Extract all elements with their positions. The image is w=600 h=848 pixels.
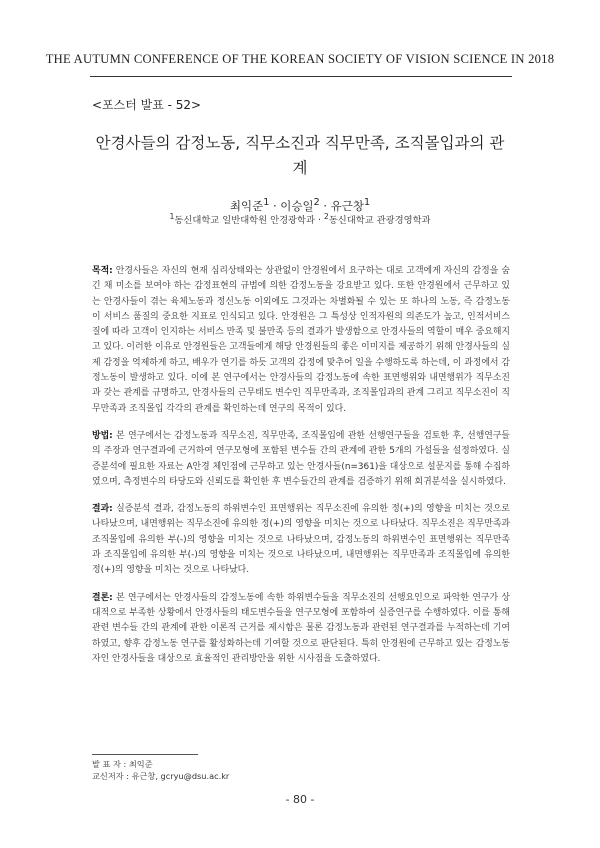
author-2-sup: 2 [313, 197, 320, 208]
affiliations [0, 212, 600, 226]
presenter-line: 발 표 자 : 최익준 [92, 759, 153, 769]
corresponding-author-line: 교신저자 : 유근창, gcryu@dsu.ac.kr [92, 770, 230, 781]
affil-1: 동신대학교 일반대학원 안경광학과 · [174, 215, 324, 227]
abstract-result [92, 502, 510, 578]
abstract [92, 264, 510, 679]
poster-tag: <포스터 발표 - 52> [92, 98, 202, 112]
page-number: - 80 - [285, 793, 315, 806]
purpose-text: 안경사들은 자신의 현재 심리상태와는 상관없이 안경원에서 요구하는 대로 고객에게 자신의 감정을 숨긴 채 미소를 보여야 하는 감정표현의 규범에 의한 감정노동을 강요받고 있다. 또한 안경원에서 근무하고 있는 안경사들이 겪는 육체노동과 정신노동 이외에도 그것과는 차별화될 수 있는 또 하나의 노동, 즉 감정노동이 서비스 품질의 중요한 지표로 인식되고 있다. 안경원은 그 특성상 인적자원의 의존도가 높고, 인적서비스 질에 따라 고객이 인지하는 서비스 만족 및 불만족 등의 결과가 발생함으로 안경사들의 역할이 매우 중요해지고 있다. 이러한 이유로 안경원들은 고객들에게 해당 안경원들의 좋은 이미지를 제공하기 위해 안경사들의 실제 감정을 억제하게 하고, 배우가 연기를 하듯 고객의 감정에 맞추어 일을 수행하도록 하는데, 이 과정에서 감정노동이 발생하고 있다. 이에 본 연구에서는 안경사들의 감정노동에 속한 표면행위와 내면행위가 직무소진과 갖는 관계를 규명하고, 안경사들의 근무태도 변수인 직무만족과, 조직몰입과의 관계 그리고 직무소진이 직무만족과 조직몰입 각각의 관계를 확인하는데 연구의 목적이 있다. [92, 266, 510, 414]
author-3: · 유근창 [319, 198, 365, 213]
author-1-sup: 1 [263, 197, 270, 208]
method-text: 본 연구에서는 감정노동과 직무소진, 직무만족, 조직몰입에 관한 선행연구들을 검토한 후, 선행연구들의 주장과 연구결과에 근거하여 연구모형에 포함된 변수들 간의 관계에 관한 5개의 가설들을 설정하였다. 실증분석에 필요한 자료는 A안경 체인점에 근무하고 있는 안경사들(n=361)을 대상으로 설문지를 통해 수집하였으며, 측정변수의 타당도와 신뢰도를 확인한 후 변수들간의 관계를 검증하기 위해 회귀분석을 실시하였다. [92, 430, 510, 487]
conclusion-label: 결론: [92, 592, 113, 603]
conclusion-text: 본 연구에서는 안경사들의 감정노동에 속한 하위변수들을 직무소진의 선행요인으로 파악한 연구가 상대적으로 부족한 상황에서 안경사들의 태도변수들을 연구모형에 포함하여 실증연구를 수행하였다. 이를 통해 관련 변수들 간의 관계에 관한 이론적 근거를 제시함은 물론 감정노동과 관련된 연구결과를 누적하는데 기여하였고, 향후 감정노동 연구를 활성화하는데 기여할 것으로 판단된다. 특히 안경원에 근무하고 있는 감정노동자인 안경사들을 대상으로 효율적인 관리방안을 위한 시사점을 도출하였다. [92, 592, 510, 664]
result-label: 결과: [92, 504, 113, 515]
footnote [92, 759, 229, 782]
affil-2-sup: 2 [323, 212, 329, 221]
author-2: · 이승일 [269, 198, 314, 213]
author-1: 최익준 [229, 198, 264, 213]
abstract-purpose [92, 264, 510, 417]
purpose-label: 목적: [92, 266, 113, 276]
result-text: 실증분석 결과, 감정노동의 하위변수인 표면행위는 직무소진에 유의한 정(+)의 영향을 미치는 것으로 나타났으며, 내면행위는 직무소진에 유의한 정(+)의 영향을 미치는 것으로 나타났다. 직무소진은 직무만족과 조직몰입에 유의한 부(-)의 영향을 미치는 것으로 나타났으며, 감정노동의 하위변수인 표면행위는 직무만족과 조직몰입에 유의한 부(-)의 영향을 미치는 것으로 나타났으며, 내면행위는 직무만족과 조직몰입에 유의한 정(+)의 영향을 미치는 것으로 나타났다. [92, 504, 510, 576]
conference-header: THE AUTUMN CONFERENCE OF THE KOREAN SOCIETY OF VISION SCIENCE IN 2018 [45, 52, 555, 66]
affil-2: 동신대학교 관광경영학과 [328, 215, 431, 227]
author-3-sup: 1 [364, 197, 371, 208]
footnote-rule [92, 754, 198, 755]
method-label: 방법: [92, 430, 113, 441]
header-rule [90, 76, 512, 77]
paper-title: 안경사들의 감정노동, 직무소진과 직무만족, 조직몰입과의 관계 [95, 134, 505, 177]
abstract-method [92, 429, 510, 490]
abstract-conclusion [92, 591, 510, 667]
affil-1-sup: 1 [169, 212, 175, 221]
